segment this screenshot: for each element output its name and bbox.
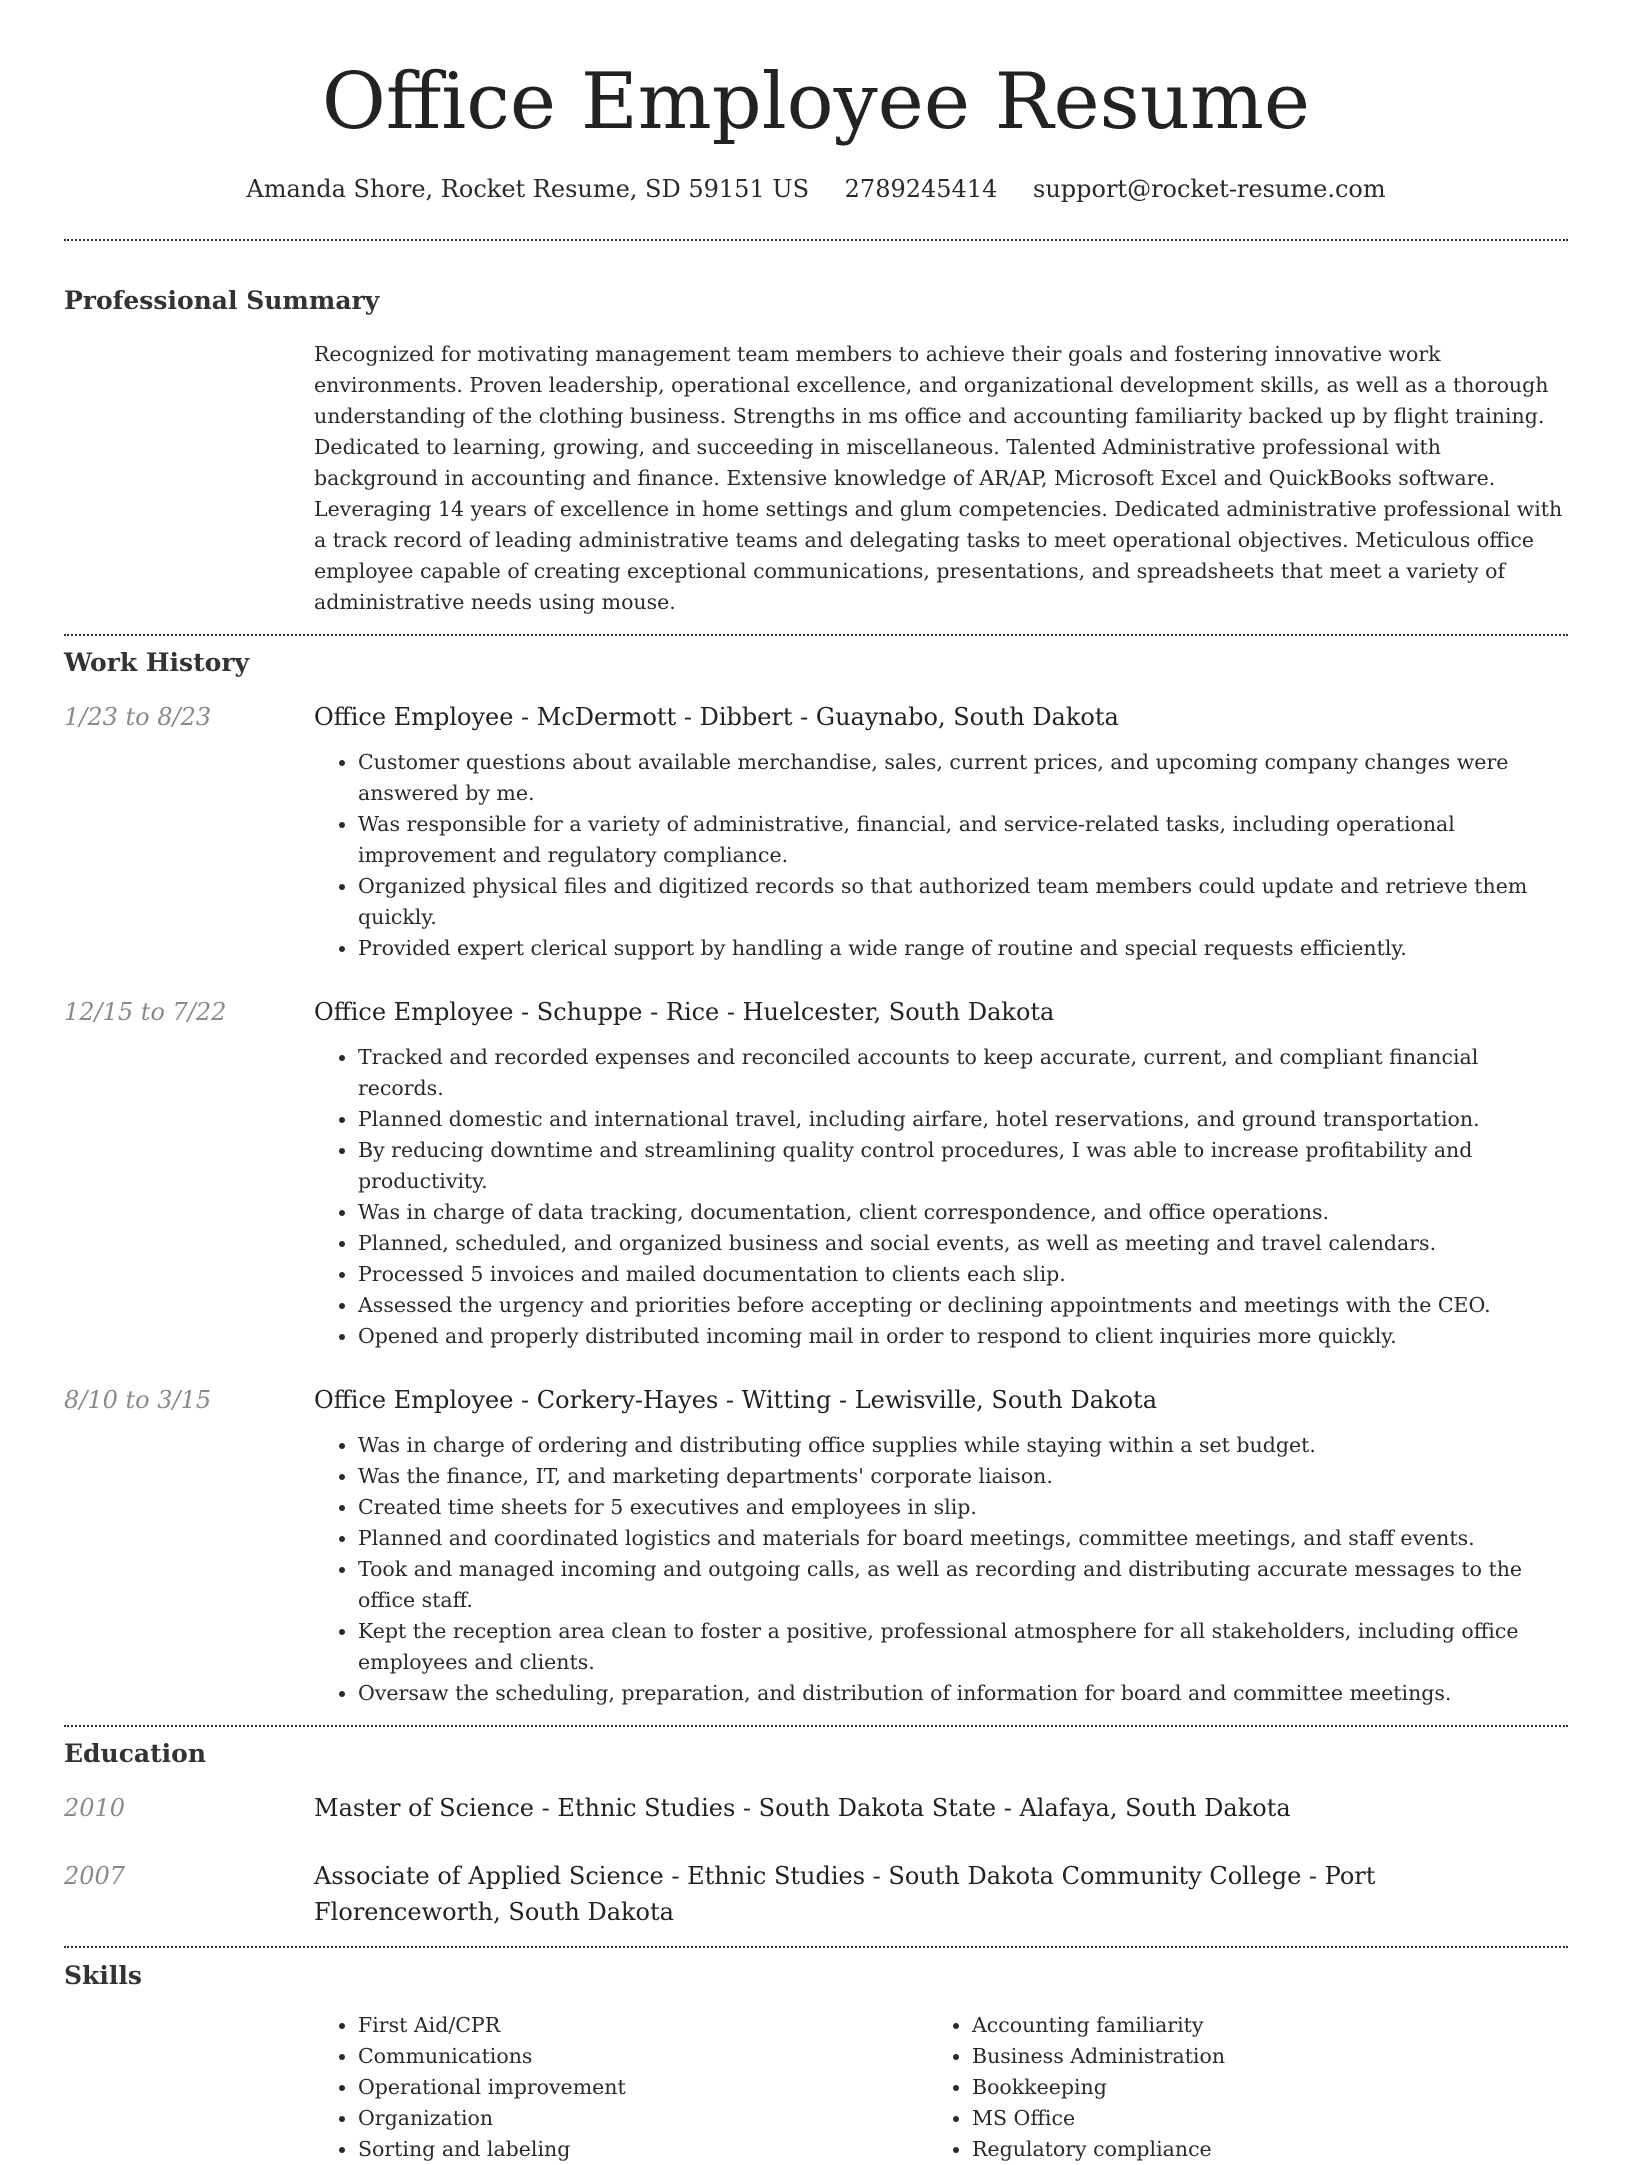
contact-line [64,172,1568,206]
list-item: • By reducing downtime and streamlining quality control procedures, I was able to increase profitability and productivity. [358,1135,1568,1197]
divider [64,239,1568,241]
job-bullets [314,1430,1568,1709]
summary-text: Recognized for motivating management team members to achieve their goals and fostering innovative work environments. Proven leadership, operational excellence, and organizational development skills, as well as a thorough understanding of the clothing business. Strengths in ms office and accounting familiarity backed up by flight training. Dedicated to learning, growing, and succeeding in miscellaneous. Talented Administrative professional with background in accounting and finance. Extensive knowledge of AR/AP, Microsoft Excel and QuickBooks software. Leveraging 14 years of excellence in home settings and glum competencies. Dedicated administrative professional with a track record of leading administrative teams and delegating tasks to meet operational objectives. Meticulous office employee capable of creating exceptional communications, presentations, and spreadsheets that meet a variety of administrative needs using mouse. [314,342,1563,614]
education-year: 2010 [64,1794,126,1822]
job-bullets [314,747,1568,964]
education-entry [64,1858,1568,1930]
list-item: • Was in charge of ordering and distributing office supplies while staying within a set budget. [358,1430,1568,1461]
resume-page [64,0,1568,2161]
list-item: • Business Administration [972,2041,1542,2072]
list-item: • Tracked and recorded expenses and reconciled accounts to keep accurate, current, and compliant financial records. [358,1042,1568,1104]
job-dates: 8/10 to 3/15 [64,1386,212,1414]
resume-title: Office Employee Resume [321,57,1311,147]
skills-list-right [928,2010,1542,2165]
summary-section [64,285,1568,618]
list-item: • Customer questions about available merchandise, sales, current prices, and upcoming company changes were answered by me. [358,747,1568,809]
education-year: 2007 [64,1862,126,1890]
list-item: • Was the finance, IT, and marketing departments' corporate liaison. [358,1461,1568,1492]
job-dates: 12/15 to 7/22 [64,998,227,1026]
section-heading: Skills [64,1961,142,1990]
list-item: • Assessed the urgency and priorities before accepting or declining appointments and meetings with the CEO. [358,1290,1568,1321]
list-item: • Took and managed incoming and outgoing calls, as well as recording and distributing accurate messages to the office staff. [358,1554,1568,1616]
list-item: • Was responsible for a variety of administrative, financial, and service-related tasks, including operational improvement and regulatory compliance. [358,809,1568,871]
contact-email: support@rocket-resume.com [1033,175,1386,203]
section-heading: Education [64,1739,207,1768]
job-entry [64,701,1568,964]
divider [64,1725,1568,1727]
list-item: • Bookkeeping [972,2072,1542,2103]
job-title: Office Employee - Corkery-Hayes - Witting - Lewisville, South Dakota [314,1386,1157,1414]
list-item: • Operational improvement [358,2072,928,2103]
contact-address: Amanda Shore, Rocket Resume, SD 59151 US [246,175,810,203]
work-history-section [64,647,1568,1709]
education-entry [64,1790,1568,1826]
job-bullets [314,1042,1568,1352]
section-heading: Professional Summary [64,286,380,315]
job-title: Office Employee - Schuppe - Rice - Huelcester, South Dakota [314,998,1055,1026]
list-item: • Was in charge of data tracking, documentation, client correspondence, and office operations. [358,1197,1568,1228]
list-item: • Planned and coordinated logistics and materials for board meetings, committee meetings, and staff events. [358,1523,1568,1554]
list-item: • Oversaw the scheduling, preparation, and distribution of information for board and committee meetings. [358,1678,1568,1709]
list-item: • MS Office [972,2103,1542,2134]
job-title: Office Employee - McDermott - Dibbert - Guaynabo, South Dakota [314,703,1119,731]
list-item: • Organized physical files and digitized records so that authorized team members could update and retrieve them quickly. [358,871,1568,933]
education-title: Master of Science - Ethnic Studies - South Dakota State - Alafaya, South Dakota [314,1794,1291,1822]
list-item: • Sorting and labeling [358,2134,928,2165]
job-entry [64,1384,1568,1709]
education-section [64,1738,1568,1930]
skills-grid [314,2010,1568,2165]
skills-section [64,1960,1568,2165]
list-item: • Planned, scheduled, and organized business and social events, as well as meeting and travel calendars. [358,1228,1568,1259]
list-item: • Planned domestic and international travel, including airfare, hotel reservations, and ground transportation. [358,1104,1568,1135]
education-title: Associate of Applied Science - Ethnic Studies - South Dakota Community College - Port Florenceworth, South Dakota [314,1862,1376,1926]
job-entry [64,996,1568,1352]
list-item: • Created time sheets for 5 executives and employees in slip. [358,1492,1568,1523]
list-item: • Provided expert clerical support by handling a wide range of routine and special requests efficiently. [358,933,1568,964]
divider [64,634,1568,636]
skills-list-left [314,2010,928,2165]
list-item: • Accounting familiarity [972,2010,1542,2041]
list-item: • Opened and properly distributed incoming mail in order to respond to client inquiries more quickly. [358,1321,1568,1352]
list-item: • First Aid/CPR [358,2010,928,2041]
section-heading: Work History [64,648,250,677]
list-item: • Communications [358,2041,928,2072]
contact-phone: 2789245414 [844,175,998,203]
list-item: • Processed 5 invoices and mailed documentation to clients each slip. [358,1259,1568,1290]
job-dates: 1/23 to 8/23 [64,703,212,731]
list-item: • Organization [358,2103,928,2134]
list-item: • Kept the reception area clean to foster a positive, professional atmosphere for all stakeholders, including office employees and clients. [358,1616,1568,1678]
list-item: • Regulatory compliance [972,2134,1542,2165]
divider [64,1946,1568,1948]
